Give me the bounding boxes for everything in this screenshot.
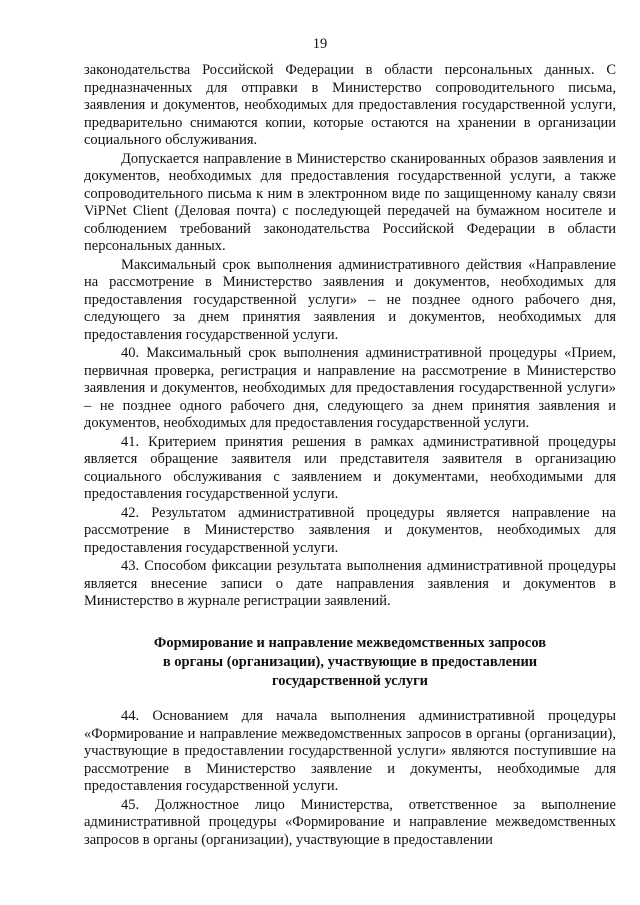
paragraph-40: 40. Максимальный срок выполнения административной процедуры «Прием, первичная проверка, регистрация и направление на рассмотрение в Министерство заявления и документов, необходимых для предоставления государственной услуги» – не позднее одного рабочего дня, следующего за днем принятия заявления и документов, необходимых для предоставления государственной услуги. <box>84 345 616 431</box>
section-heading-line-3: государственной услуги <box>271 673 429 689</box>
paragraph-42: 42. Результатом административной процедуры является направление на рассмотрение в Министерство заявления и документов, необходимых для предоставления государственной услуги. <box>84 504 616 556</box>
section-heading-line-2: в органы (организации), участвующие в предоставлении <box>162 654 538 670</box>
paragraph-41: 41. Критерием принятия решения в рамках административной процедуры является обращение заявителя или представителя заявителя в организацию социального обслуживания с заявлением и документами, необходимыми для предоставления государственной услуги. <box>84 433 616 502</box>
paragraph-45: 45. Должностное лицо Министерства, ответственное за выполнение административной процедуры «Формирование и направление межведомственных запросов в органы (организации), участвующие в предоставлении <box>84 796 616 848</box>
section-heading-line-1: Формирование и направление межведомственных запросов <box>153 635 547 651</box>
section-heading <box>84 634 616 691</box>
paragraph-43: 43. Способом фиксации результата выполнения административной процедуры является внесение записи о дате направления заявления и документов в Министерство в журнале регистрации заявлений. <box>84 558 616 609</box>
body-text-lower <box>84 708 616 849</box>
paragraph-scanned-copies: Допускается направление в Министерство сканированных образов заявления и документов, необходимых для предоставления государственной услуги, а также сопроводительного письма к ним в электронном виде по защищенному каналу связи ViPNet Client (Деловая почта) с последующей передачей на бумажном носителе и соблюдением требований законодательства Российской Федерации в области персональных данных. <box>84 150 616 254</box>
paragraph-44: 44. Основанием для начала выполнения административной процедуры «Формирование и направление межведомственных запросов в органы (организации), участвующие в предоставлении государственной услуги» являются поступившие на рассмотрение в Министерство заявление и документы, необходимые для предоставления государственной услуги. <box>84 708 616 794</box>
page-number: 19 <box>312 36 328 52</box>
paragraph-continuation: законодательства Российской Федерации в области персональных данных. С предназначенных для отправки в Министерство сопроводительного письма, заявления и документов, необходимых для предоставления государственной услуги, предварительно снимаются копии, которые остаются на хранении в организации социального обслуживания. <box>84 62 616 148</box>
body-text-upper <box>84 62 616 611</box>
paragraph-max-time-action: Максимальный срок выполнения административного действия «Направление на рассмотрение в Министерство заявления и документов, необходимых для предоставления государственной услуги» – не позднее одного рабочего дня, следующего за днем принятия заявления и документов, необходимых для предоставления государственной услуги. <box>84 256 616 343</box>
